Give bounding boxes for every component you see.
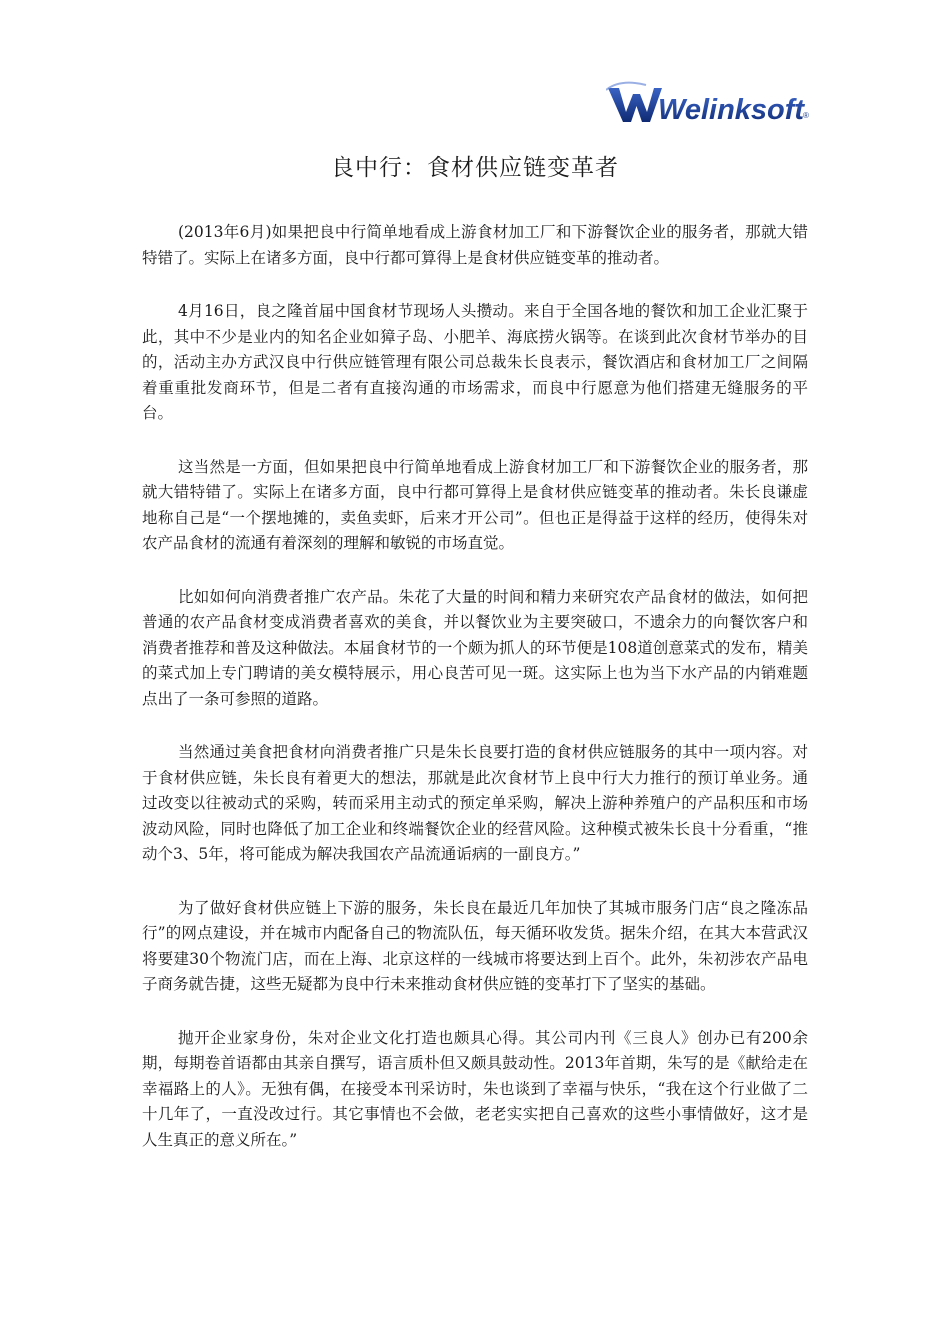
paragraph-5: 当然通过美食把食材向消费者推广只是朱长良要打造的食材供应链服务的其中一项内容。对于食材供应链，朱长良有着更大的想法，那就是此次食材节上良中行大力推行的预订单业务。通过改变以往被动式的采购，转而采用主动式的预定单采购，解决上游种养殖户的产品积压和市场波动风险，同时也降低了加工企业和终端餐饮企业的经营风险。这种模式被朱长良十分看重，“推动个3、5年，将可能成为解决我国农产品流通诟病的一副良方。”	[142, 743, 808, 863]
company-logo	[606, 78, 812, 128]
paragraph-3: 这当然是一方面，但如果把良中行简单地看成上游食材加工厂和下游餐饮企业的服务者，那就大错特错了。实际上在诸多方面，良中行都可算得上是食材供应链变革的推动者。朱长良谦虚地称自己是“一个摆地摊的，卖鱼卖虾，后来才开公司”。但也正是得益于这样的经历，使得朱对农产品食材的流通有着深刻的理解和敏锐的市场直觉。	[142, 457, 808, 552]
paragraph-7: 抛开企业家身份，朱对企业文化打造也颇具心得。其公司内刊《三良人》创办已有200余期，每期卷首语都由其亲自撰写，语言质朴但又颇具鼓动性。2013年首期，朱写的是《献给走在幸福路上的人》。无独有偶，在接受本刊采访时，朱也谈到了幸福与快乐，“我在这个行业做了二十几年了，一直没改过行。其它事情也不会做，老老实实把自己喜欢的这些小事情做好，这才是人生真正的意义所在。”	[142, 1028, 808, 1149]
logo-w-mark	[608, 88, 662, 122]
registered-mark: ®	[803, 111, 809, 120]
paragraph-4: 比如如何向消费者推广农产品。朱花了大量的时间和精力来研究农产品食材的做法，如何把普通的农产品食材变成消费者喜欢的美食，并以餐饮业为主要突破口，不遗余力的向餐饮客户和消费者推荐和普及这种做法。本届食材节的一个颇为抓人的环节便是108道创意菜式的发布，精美的菜式加上专门聘请的美女模特展示，用心良苦可见一斑。这实际上也为当下水产品的内销难题点出了一条可参照的道路。	[142, 587, 808, 708]
welinksoft-logo-graphic	[606, 78, 812, 128]
paragraph-2: 4月16日，良之隆首届中国食材节现场人头攒动。来自于全国各地的餐饮和加工企业汇聚于此，其中不少是业内的知名企业如獐子岛、小肥羊、海底捞火锅等。在谈到此次食材节举办的目的，活动主办方武汉良中行供应链管理有限公司总裁朱长良表示，餐饮酒店和食材加工厂之间隔着重重批发商环节，但是二者有直接沟通的市场需求，而良中行愿意为他们搭建无缝服务的平台。	[142, 302, 808, 422]
paragraph-1: (2013年6月)如果把良中行简单地看成上游食材加工厂和下游餐饮企业的服务者，那就大错特错了。实际上在诸多方面，良中行都可算得上是食材供应链变革的推动者。	[142, 223, 808, 267]
article-title: 良中行：食材供应链变革者	[331, 155, 619, 181]
article-body	[142, 220, 808, 1181]
logo-wordmark: Welinksoft	[658, 94, 805, 126]
paragraph-6: 为了做好食材供应链上下游的服务，朱长良在最近几年加快了其城市服务门店“良之隆冻品行”的网点建设，并在城市内配备自己的物流队伍，每天循环收发货。据朱介绍，在其大本营武汉将要建30个物流门店，而在上海、北京这样的一线城市将要达到上百个。此外，朱初涉农产品电子商务就告捷，这些无疑都为良中行未来推动食材供应链的变革打下了坚实的基础。	[142, 898, 808, 993]
